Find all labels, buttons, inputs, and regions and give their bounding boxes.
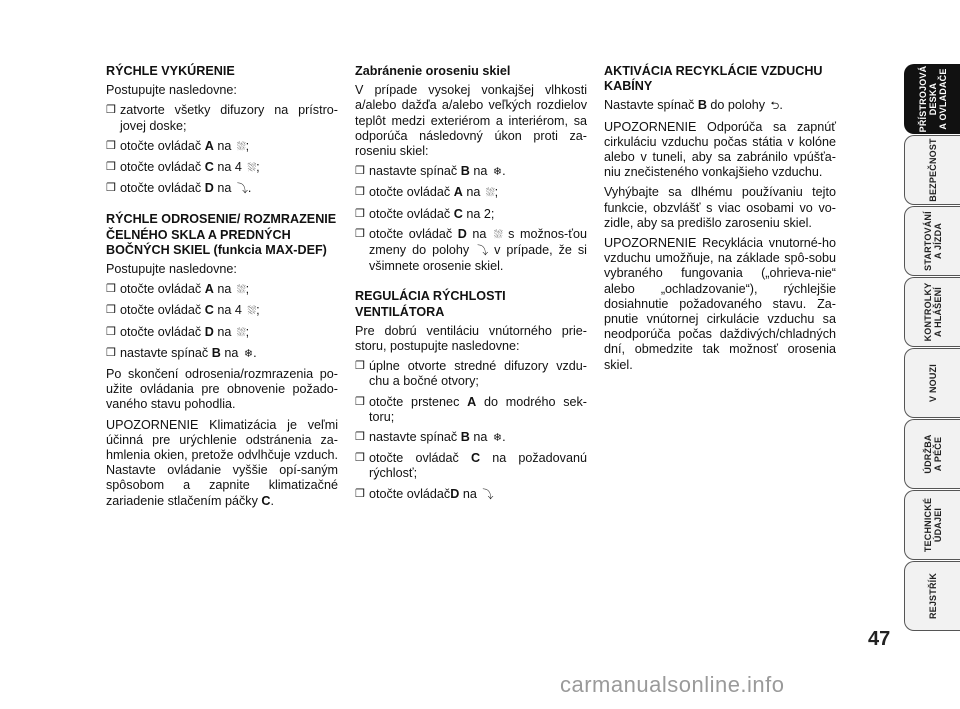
tab-v-nouzi[interactable]: V NOUZI bbox=[904, 348, 960, 418]
paragraph: Pre dobrú ventiláciu vnútorného prie-storu, postupujte nasledovne: bbox=[355, 323, 587, 354]
list-item: ❒ nastavte spínač B na ❄. bbox=[355, 164, 587, 180]
tab-bezpecnost[interactable]: BEZPEČNOST bbox=[904, 135, 960, 205]
feet-vent-icon: ⤵ bbox=[477, 245, 489, 258]
defrost-vent-icon: ⛆ bbox=[247, 162, 257, 175]
tab-rejstrik[interactable]: REJSTŘÍK bbox=[904, 561, 960, 631]
paragraph: V prípade vysokej vonkajšej vlhkosti a/alebo dažďa a/alebo veľkých rozdielov teplôt medzi exteriérom a interiérom, sa odporúča následovný úkon proti za-roseniu skiel: bbox=[355, 83, 587, 159]
defrost-vent-icon: ⛆ bbox=[247, 305, 257, 318]
feet-vent-icon: ⤵ bbox=[236, 183, 248, 196]
defrost-vent-icon: ⛆ bbox=[493, 228, 503, 241]
defrost-vent-icon: ⛆ bbox=[485, 187, 495, 200]
defrost-vent-icon: ⛆ bbox=[236, 326, 246, 339]
paragraph: Postupujte nasledovne: bbox=[106, 83, 237, 98]
list-item: ❒ otočte ovládač C na 4 ⛆; bbox=[106, 160, 338, 176]
tab-udrzba[interactable]: ÚDRŽBA A PÉČE bbox=[904, 419, 960, 489]
list-item: ❒ otočte ovládač C na 2; bbox=[355, 207, 587, 222]
watermark: carmanualsonline.info bbox=[560, 672, 785, 697]
list-item: ❒ otočte ovládač C na 4 ⛆; bbox=[106, 303, 338, 319]
list-item: ❒ otočte ovládač A na ⛆; bbox=[106, 282, 338, 298]
paragraph: Po skončení odrosenia/rozmrazenia po-užite ovládania pre obnovenie požado-vaného stavu pohodlia. bbox=[106, 367, 338, 412]
section-heading: Zabránenie oroseniu skiel bbox=[355, 64, 511, 78]
list-item: ❒ otočte ovládač D na ⛆; bbox=[106, 325, 338, 341]
ac-snowflake-icon: ❄ bbox=[243, 347, 254, 360]
column-right bbox=[604, 64, 836, 378]
list-item: ❒ otočte ovládač C na požadovanú rýchlosť; bbox=[355, 451, 587, 481]
warning-paragraph: UPOZORNENIE Odporúča sa zapnúť cirkuláciu vzduchu počas státia v kolóne alebo v tuneli, aby sa zabránilo vpúšťa-niu znečisteného vonkajšieho vzduchu. bbox=[604, 119, 836, 180]
paragraph: Nastavte spínač B do polohy ⮌. bbox=[604, 98, 836, 114]
list-item: ❒ otočte ovládač D na ⛆ s možnos-ťou zmeny do polohy ⤵ v prípade, že si všimnete orosenie skiel. bbox=[355, 227, 587, 275]
list-item: ❒ otočte ovládač D na ⤵. bbox=[106, 181, 338, 197]
section-heading: RÝCHLE ODROSENIE/ ROZMRAZENIE ČELNÉHO SKLA A PREDNÝCH BOČNÝCH SKIEL (funkcia MAX-DEF) bbox=[106, 212, 337, 257]
ac-snowflake-icon: ❄ bbox=[492, 166, 503, 179]
tab-pristrojova-deska[interactable]: PŘÍSTROJOVÁ DESKA A OVLADAČE bbox=[904, 64, 960, 134]
warning-paragraph: UPOZORNENIE Klimatizácia je veľmi účinná pre urýchlenie odstránenia za-hmlenia okien, pretože odvlhčuje vzduch. Nastavte ovládanie vyššie opí-saným spôsobom a zapnite klimatizačné zariadenie stlačením páčky C. bbox=[106, 417, 338, 508]
list-item: ❒ otočte ovládačD na ⤵ bbox=[355, 487, 587, 503]
section-heading: AKTIVÁCIA RECYKLÁCIE VZDUCHU KABÍNY bbox=[604, 64, 823, 94]
feet-vent-icon: ⤵ bbox=[482, 488, 494, 501]
tab-startovani[interactable]: STARTOVÁNÍ A JÍZDA bbox=[904, 206, 960, 276]
section-heading: REGULÁCIA RÝCHLOSTI VENTILÁTORA bbox=[355, 289, 506, 319]
section-heading: RÝCHLE VYKÚRENIE bbox=[106, 64, 235, 78]
warning-paragraph: UPOZORNENIE Recyklácia vnutorné-ho vzduchu umožňuje, na základe spô-sobu vybraného fungovania („ohrieva-nie“ alebo „ochladzovanie“), rýchlejšie dosiahnutie požadovaného stavu. Za-pnutie vnútornej cirkulácie vzduchu sa neodporúča počas daždivých/chladných dní, obmedzite tak možnosť orosenia skiel. bbox=[604, 236, 836, 372]
recirculation-icon: ⮌ bbox=[770, 100, 780, 113]
list-item: ❒ otočte ovládač A na ⛆; bbox=[106, 139, 338, 155]
column-left bbox=[106, 64, 338, 514]
list-item: ❒ nastavte spínač B na ❄. bbox=[355, 430, 587, 446]
paragraph: Vyhýbajte sa dlhému používaniu tejto funkcie, obzvlášť s viac osobami vo vo-zidle, aby sa predišlo zaroseniu skiel. bbox=[604, 185, 836, 230]
list-item: ❒ úplne otvorte stredné difuzory vzdu-chu a bočné otvory; bbox=[355, 359, 587, 389]
list-item: ❒ zatvorte všetky difuzory na prístro-jovej doske; bbox=[106, 103, 338, 133]
list-item: ❒ nastavte spínač B na ❄. bbox=[106, 346, 338, 362]
tab-kontrolky[interactable]: KONTROLKY A HLÁŠENÍ bbox=[904, 277, 960, 347]
defrost-vent-icon: ⛆ bbox=[236, 140, 246, 153]
tab-technicke-udaje[interactable]: TECHNICKÉ ÚDAJEI bbox=[904, 490, 960, 560]
column-middle bbox=[355, 64, 587, 508]
list-item: ❒ otočte prstenec A do modrého sek-toru; bbox=[355, 395, 587, 425]
defrost-vent-icon: ⛆ bbox=[236, 284, 246, 297]
page-number: 47 bbox=[868, 628, 891, 650]
paragraph: Postupujte nasledovne: bbox=[106, 262, 237, 277]
list-item: ❒ otočte ovládač A na ⛆; bbox=[355, 185, 587, 201]
ac-snowflake-icon: ❄ bbox=[492, 432, 503, 445]
